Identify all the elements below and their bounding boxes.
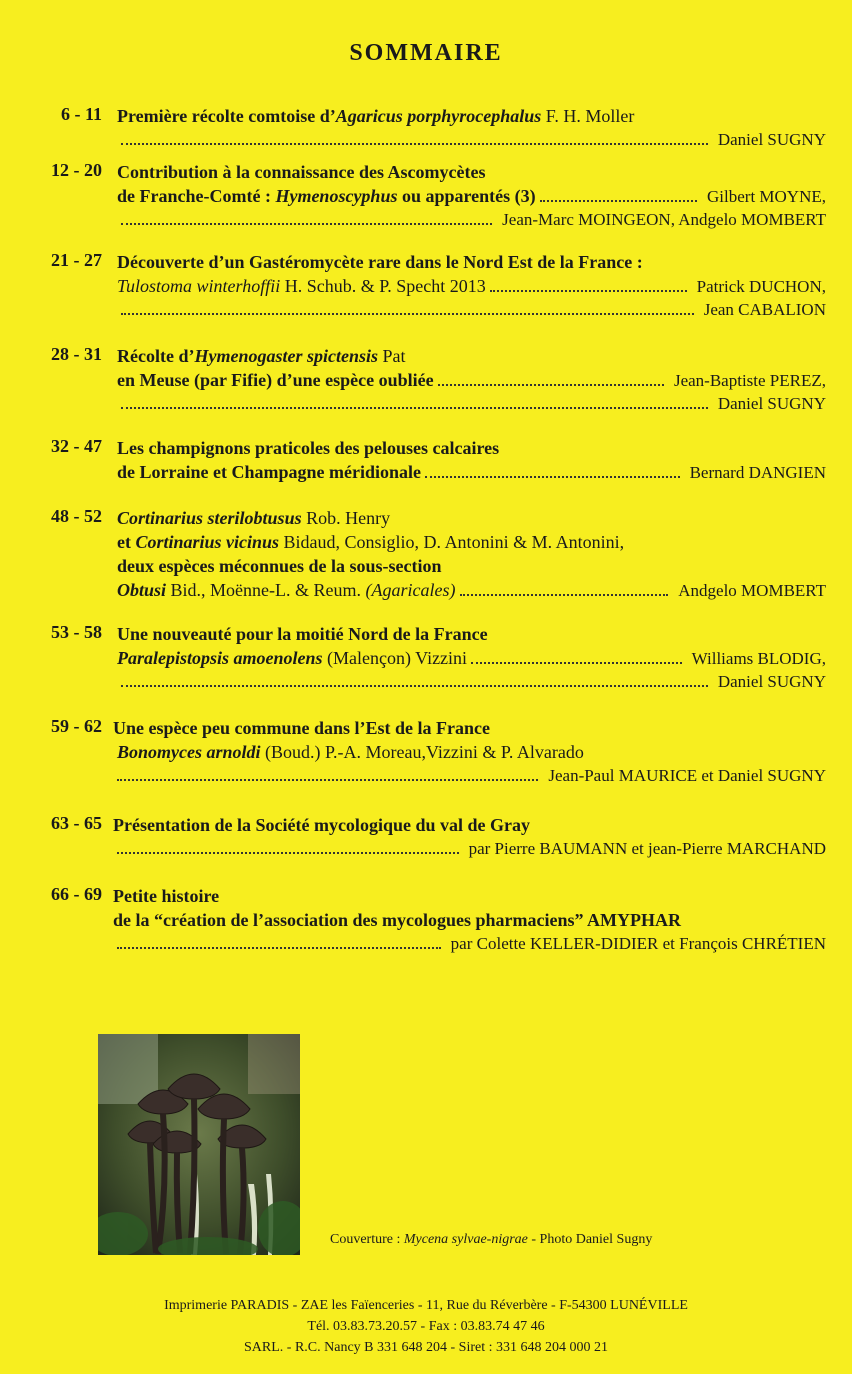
entry-title: Contribution à la connaissance des Ascomycètes	[117, 162, 486, 182]
entry-author-line	[117, 208, 826, 232]
entry-author: Jean-Paul MAURICE et Daniel SUGNY	[548, 766, 826, 785]
entry-title-line: en Meuse (par Fifie) d’une espèce oubliée Jean-Baptiste PEREZ,	[117, 368, 826, 392]
entry-author-line	[113, 932, 826, 956]
entry-title: et Cortinarius vicinus Bidaud, Consiglio, D. Antonini & M. Antonini,	[117, 532, 625, 552]
cover-caption: Couverture : Mycena sylvae-nigrae - Photo Daniel Sugny	[330, 1232, 653, 1247]
entry-author: Bernard DANGIEN	[689, 463, 826, 482]
entry-title: Une nouveauté pour la moitié Nord de la France	[117, 624, 488, 644]
dot-leader	[460, 594, 669, 596]
entry-title-line: de Franche-Comté : Hymenoscyphus ou apparentés (3) Gilbert MOYNE,	[117, 184, 826, 208]
entry-pages: 59 - 62	[51, 716, 102, 736]
entry-title: Première récolte comtoise d’Agaricus porphyrocephalus F. H. Moller	[117, 106, 635, 126]
entry-author-line	[117, 128, 826, 152]
printer-footer	[0, 1295, 852, 1358]
entry-title: de la “création de l’association des mycologues pharmaciens” AMYPHAR	[113, 910, 681, 930]
entry-author-line	[117, 392, 826, 416]
entry-author: Andgelo MOMBERT	[678, 581, 826, 600]
entry-pages: 32 - 47	[51, 436, 102, 456]
dot-leader	[117, 852, 459, 854]
entry-author: Jean CABALION	[703, 300, 826, 319]
entry-author-line	[113, 764, 826, 788]
entry-author-line	[113, 837, 826, 861]
dot-leader	[471, 662, 682, 664]
entry-author: par Colette KELLER-DIDIER et François CHRÉTIEN	[450, 934, 826, 953]
entry-title: Une espèce peu commune dans l’Est de la France	[113, 718, 490, 738]
entry-author: Patrick DUCHON,	[696, 277, 826, 296]
page-title: SOMMAIRE	[349, 40, 503, 66]
entry-pages: 28 - 31	[51, 344, 102, 364]
entry-title: Petite histoire	[113, 886, 220, 906]
cover-photo	[98, 1034, 300, 1255]
entry-pages: 21 - 27	[51, 250, 102, 270]
entry-pages: 63 - 65	[51, 813, 102, 833]
entry-author: Daniel SUGNY	[717, 394, 826, 413]
entry-pages: 66 - 69	[51, 884, 102, 904]
entry-title: deux espèces méconnues de la sous-section	[117, 556, 442, 576]
dot-leader	[425, 476, 680, 478]
entry-pages: 53 - 58	[51, 622, 102, 642]
entry-title-line: de Lorraine et Champagne méridionale Bernard DANGIEN	[117, 460, 826, 484]
entry-author: Daniel SUGNY	[717, 672, 826, 691]
entry-title: Les champignons praticoles des pelouses calcaires	[117, 438, 500, 458]
footer-line: SARL. - R.C. Nancy B 331 648 204 - Siret : 331 648 204 000 21	[244, 1340, 608, 1355]
entry-author: par Pierre BAUMANN et jean-Pierre MARCHAND	[468, 839, 826, 858]
entry-title: Récolte d’Hymenogaster spictensis Pat	[117, 346, 406, 366]
dot-leader	[121, 223, 492, 225]
entry-pages: 6 - 11	[60, 104, 102, 124]
entry-pages: 48 - 52	[51, 506, 102, 526]
entry-author: Williams BLODIG,	[691, 649, 826, 668]
entry-title-line: Paralepistopsis amoenolens (Malençon) Vizzini Williams BLODIG,	[117, 646, 826, 670]
footer-line: Imprimerie PARADIS - ZAE les Faïenceries - 11, Rue du Réverbère - F-54300 LUNÉVILLE	[164, 1298, 688, 1313]
entry-author: Daniel SUGNY	[717, 130, 826, 149]
entry-author-line	[117, 670, 826, 694]
entry-author: Gilbert MOYNE,	[707, 187, 826, 206]
dot-leader	[117, 947, 441, 949]
dot-leader	[121, 407, 708, 409]
entry-author: Jean-Marc MOINGEON, Andgelo MOMBERT	[502, 210, 826, 229]
entry-author-line	[117, 298, 826, 322]
dot-leader	[490, 290, 687, 292]
dot-leader	[540, 200, 697, 202]
entry-pages: 12 - 20	[51, 160, 102, 180]
dot-leader	[117, 779, 538, 781]
entry-title: Cortinarius sterilobtusus Rob. Henry	[117, 508, 391, 528]
entry-title: Découverte d’un Gastéromycète rare dans le Nord Est de la France :	[117, 252, 643, 272]
entry-title: Bonomyces arnoldi (Boud.) P.-A. Moreau,Vizzini & P. Alvarado	[117, 742, 584, 762]
footer-line: Tél. 03.83.73.20.57 - Fax : 03.83.74 47 46	[307, 1319, 545, 1334]
entry-title-line: Tulostoma winterhoffii H. Schub. & P. Specht 2013 Patrick DUCHON,	[117, 274, 826, 298]
dot-leader	[438, 384, 664, 386]
dot-leader	[121, 313, 694, 315]
mushroom-photo-illustration	[98, 1034, 300, 1255]
entry-author: Jean-Baptiste PEREZ,	[673, 371, 826, 390]
dot-leader	[121, 143, 708, 145]
entry-title-line: Obtusi Bid., Moënne-L. & Reum. (Agaricales) Andgelo MOMBERT	[117, 578, 826, 602]
entry-title: Présentation de la Société mycologique du val de Gray	[113, 815, 530, 835]
dot-leader	[121, 685, 708, 687]
